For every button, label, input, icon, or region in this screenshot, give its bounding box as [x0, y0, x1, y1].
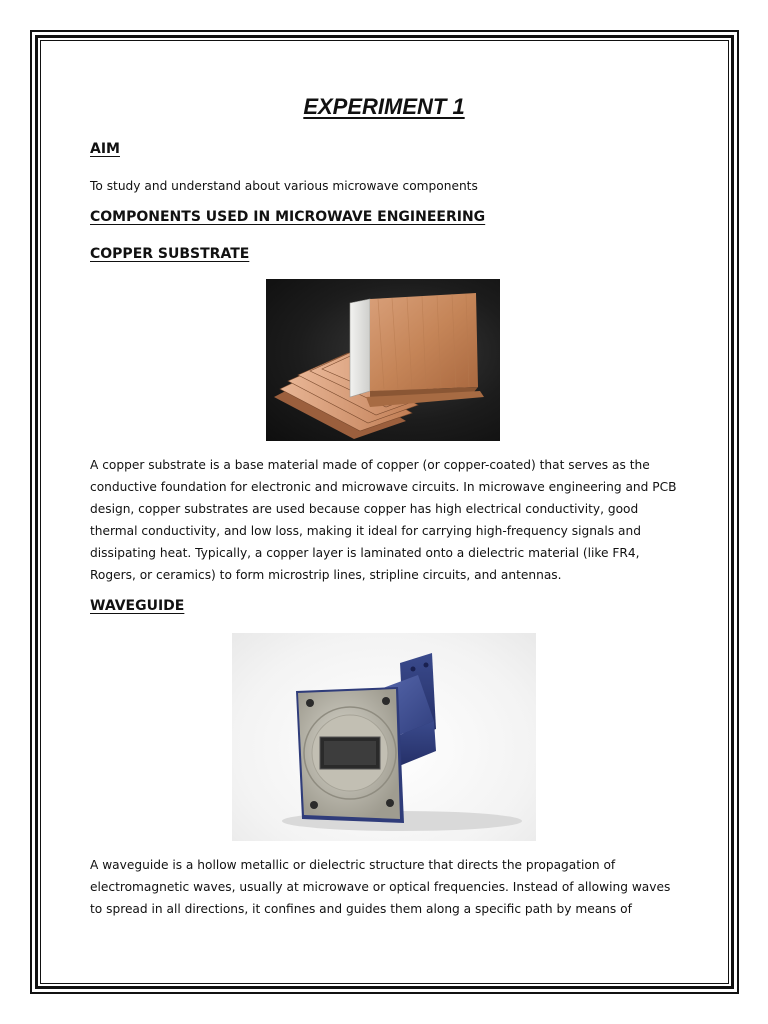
copper-substrate-description: A copper substrate is a base material made of copper (or copper-coated) that serves as the conductive foundation for electronic and microwave circuits. In microwave engineering and PCB design, copper substrates are used because copper has high electrical conductivity, good thermal conductivity, and low loss, making it ideal for carrying high-frequency signals and dissipating heat. Typically, a copper layer is laminated onto a dielectric material (like FR4, Rogers, or ceramics) to form microstrip lines, stripline circuits, and antennas. [90, 458, 677, 582]
copper-substrate-heading: COPPER SUBSTRATE [90, 246, 250, 262]
waveguide-heading: WAVEGUIDE [90, 598, 185, 614]
waveguide-description: A waveguide is a hollow metallic or dielectric structure that directs the propagation of electromagnetic waves, usually at microwave or optical frequencies. Instead of allowing waves to spread in all directions, it confines and guides them along a specific path by means of [90, 858, 671, 916]
copper-substrate-illustration [266, 279, 500, 441]
waveguide-image [232, 633, 536, 841]
components-heading: COMPONENTS USED IN MICROWAVE ENGINEERING [90, 209, 486, 225]
aim-heading: AIM [90, 141, 120, 157]
page-title: EXPERIMENT 1 [303, 94, 465, 119]
aim-text: To study and understand about various microwave components [90, 179, 478, 193]
waveguide-illustration [232, 633, 536, 841]
copper-substrate-image [266, 279, 500, 441]
